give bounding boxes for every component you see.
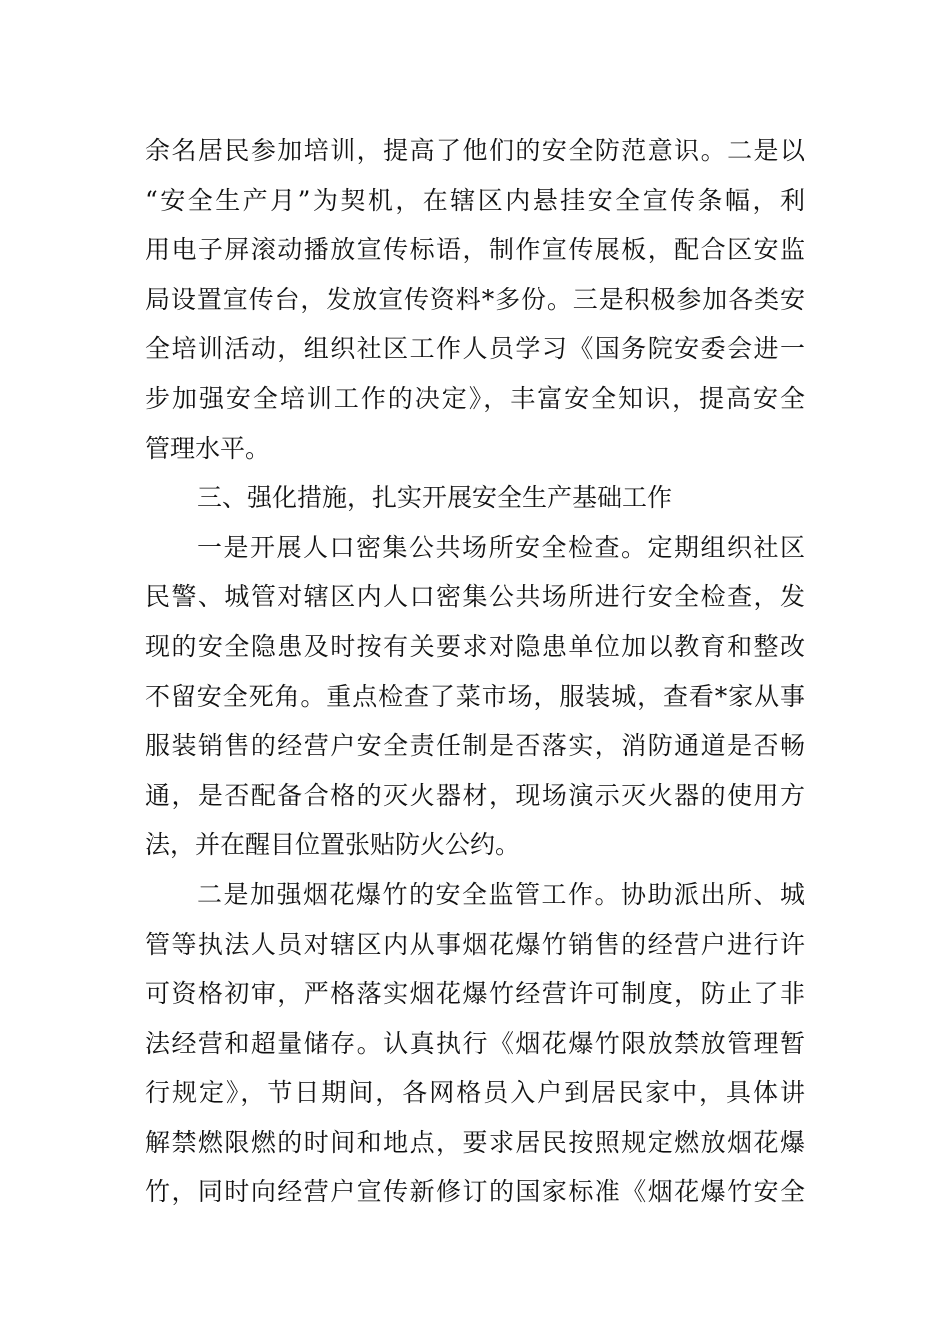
text-line: 局设置宣传台，发放宣传资料*多份。三是积极参加各类安 (145, 284, 805, 314)
paragraph-public-places-inspection (145, 523, 805, 870)
text-line: 二是加强烟花爆竹的安全监管工作。协助派出所、城 (197, 879, 805, 909)
text-line: 可资格初审，严格落实烟花爆竹经营许可制度，防止了非 (145, 979, 805, 1009)
text-line: 解禁燃限燃的时间和地点，要求居民按照规定燃放烟花爆 (145, 1127, 805, 1157)
text-line: 行规定》，节日期间，各网格员入户到居民家中，具体讲 (145, 1078, 805, 1108)
text-line: 不留安全死角。重点检查了菜市场，服装城，查看*家从事 (145, 681, 805, 711)
text-line: 法，并在醒目位置张贴防火公约。 (145, 830, 521, 860)
paragraph-training (145, 126, 805, 473)
heading-line: 三、强化措施，扎实开展安全生产基础工作 (197, 483, 673, 513)
text-line: 服装销售的经营户安全责任制是否落实，消防通道是否畅 (145, 731, 805, 761)
document-body (145, 126, 805, 1217)
paragraph-fireworks-supervision (145, 870, 805, 1217)
text-line: 竹，同时向经营户宣传新修订的国家标准《烟花爆竹安全 (145, 1177, 805, 1207)
text-line: 管等执法人员对辖区内从事烟花爆竹销售的经营户进行许 (145, 929, 805, 959)
text-line: “安全生产月”为契机，在辖区内悬挂安全宣传条幅，利 (145, 185, 805, 215)
text-line: 通，是否配备合格的灭火器材，现场演示灭火器的使用方 (145, 780, 805, 810)
text-line: 全培训活动，组织社区工作人员学习《国务院安委会进一 (145, 334, 805, 364)
text-line: 余名居民参加培训，提高了他们的安全防范意识。二是以 (145, 136, 805, 165)
text-line: 民警、城管对辖区内人口密集公共场所进行安全检查，发 (145, 582, 805, 612)
section-heading (145, 473, 805, 523)
text-line: 法经营和超量储存。认真执行《烟花爆竹限放禁放管理暂 (145, 1028, 805, 1058)
text-line: 用电子屏滚动播放宣传标语，制作宣传展板，配合区安监 (145, 235, 805, 265)
text-line: 步加强安全培训工作的决定》，丰富安全知识，提高安全 (145, 383, 805, 413)
text-line: 一是开展人口密集公共场所安全检查。定期组织社区 (197, 532, 805, 562)
text-line: 管理水平。 (145, 433, 271, 463)
text-line: 现的安全隐患及时按有关要求对隐患单位加以教育和整改 (145, 631, 805, 661)
